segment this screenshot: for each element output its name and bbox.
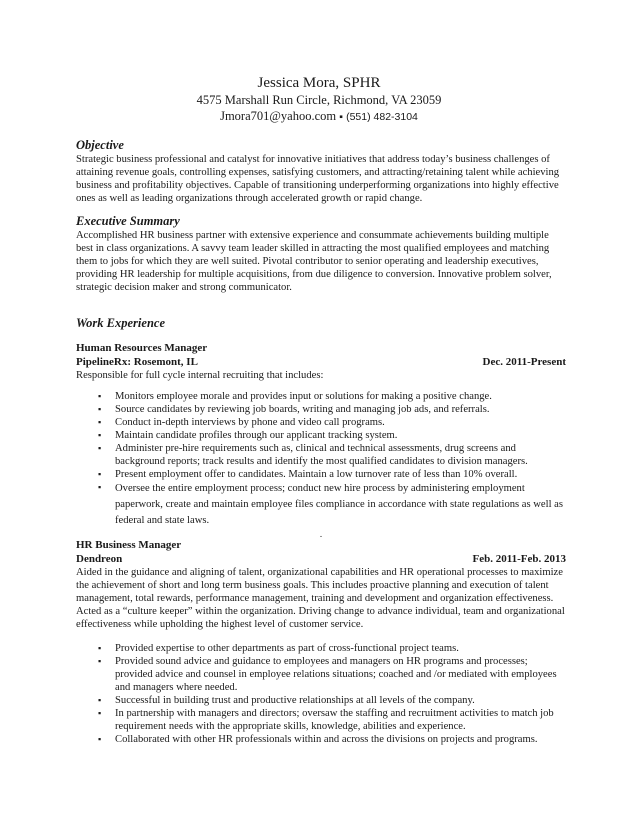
list-item: ▪ Administer pre-hire requirements such as, clinical and technical assessments, drug screens and background reports; track results and identify the most qualified candidates to division managers. <box>98 442 566 468</box>
job-description: Responsible for full cycle internal recruiting that includes: <box>76 370 324 381</box>
objective-section <box>76 138 566 205</box>
resume-header <box>0 74 638 125</box>
phone-number: (551) 482-3104 <box>346 111 418 123</box>
list-item: ▪ Source candidates by reviewing job boards, writing and managing job ads, and referrals. <box>98 403 566 416</box>
candidate-name: Jessica Mora, SPHR <box>257 75 381 91</box>
job-bullet-list <box>76 390 566 529</box>
summary-heading: Executive Summary <box>76 214 180 228</box>
job-company-row <box>76 553 566 567</box>
resume-body <box>76 138 566 746</box>
objective-heading: Objective <box>76 138 124 152</box>
list-item: ▪ Successful in building trust and productive relationships at all levels of the company. <box>98 694 566 707</box>
objective-text: Strategic business professional and catalyst for innovative initiatives that address today’s business challenges of attaining revenue goals, controlling expenses, satisfying customers, and attracting/retaining talent while achieving business and profitability objectives. Capable of transitioning underperforming organizations into highly effective ones as well as leading organizations through accelerated growth or rapid change. <box>76 154 560 204</box>
list-item: ▪ Maintain candidate profiles through our applicant tracking system. <box>98 429 566 442</box>
summary-text: Accomplished HR business partner with extensive experience and consummate achievements building multiple best in class organizations. A savvy team leader skilled in attracting the most qualified employees and matching them to jobs for which they are well suited. Pivotal contributor to senior operating and leadership executives, providing HR leadership for multiple acquisitions, from due diligence to conversion. Innovative problem solver, strategic decision maker and strong communicator. <box>76 230 552 293</box>
email-link[interactable]: Jmora701@yahoo.com <box>220 109 337 123</box>
list-item: ▪ Provided expertise to other departments as part of cross-functional project teams. <box>98 642 566 655</box>
contact-line <box>0 108 638 125</box>
job-company-row <box>76 356 566 370</box>
job-company: Dendreon <box>76 552 123 565</box>
list-item: ▪ Collaborated with other HR professionals within and across the divisions on projects and programs. <box>98 733 566 746</box>
list-item: ▪ Monitors employee morale and provides input or solutions for making a positive change. <box>98 390 566 403</box>
list-item: ▪ Provided sound advice and guidance to employees and managers on HR programs and processes; provided advice and counsel in employee relations situations; coached and /or mediated with employees and managers where needed. <box>98 655 566 694</box>
contact-separator: ▪ <box>339 111 343 123</box>
job-description: Aided in the guidance and aligning of talent, organizational capabilities and HR operational processes to maximize the achievement of short and long term business goals. This includes proactive planning and execution of talent management, total rewards, performance management, training and development and organization effectiveness. Acted as a “culture keeper” within the organization. Driving change to advance individual, team and organizational effectiveness while upholding the highest level of customer service. <box>76 567 565 630</box>
job-dates: Feb. 2011-Feb. 2013 <box>472 552 566 565</box>
job-title: Human Resources Manager <box>76 342 208 354</box>
job-entry <box>76 539 566 746</box>
experience-section <box>76 316 566 746</box>
summary-section <box>76 214 566 294</box>
experience-heading: Work Experience <box>76 316 165 330</box>
candidate-address: 4575 Marshall Run Circle, Richmond, VA 23059 <box>196 93 442 107</box>
job-company: PipelineRx: Rosemont, IL <box>76 355 198 368</box>
separator-dot: . <box>319 529 323 539</box>
job-dates: Dec. 2011-Present <box>482 355 566 368</box>
job-entry <box>76 342 566 529</box>
job-title: HR Business Manager <box>76 539 182 551</box>
list-item: ▪ Oversee the entire employment process; conduct new hire process by administering employment paperwork, create and maintain employee files compliance in accordance with state regulations as well as federal and state laws. <box>98 481 566 529</box>
list-item: ▪ Conduct in-depth interviews by phone and video call programs. <box>98 416 566 429</box>
job-bullet-list <box>76 642 566 746</box>
list-item: ▪ In partnership with managers and directors; oversaw the staffing and recruitment activities to match job requirement needs with the appropriate skills, knowledge, abilities and experience. <box>98 707 566 733</box>
list-item: ▪ Present employment offer to candidates. Maintain a low turnover rate of less than 10% overall. <box>98 468 566 481</box>
